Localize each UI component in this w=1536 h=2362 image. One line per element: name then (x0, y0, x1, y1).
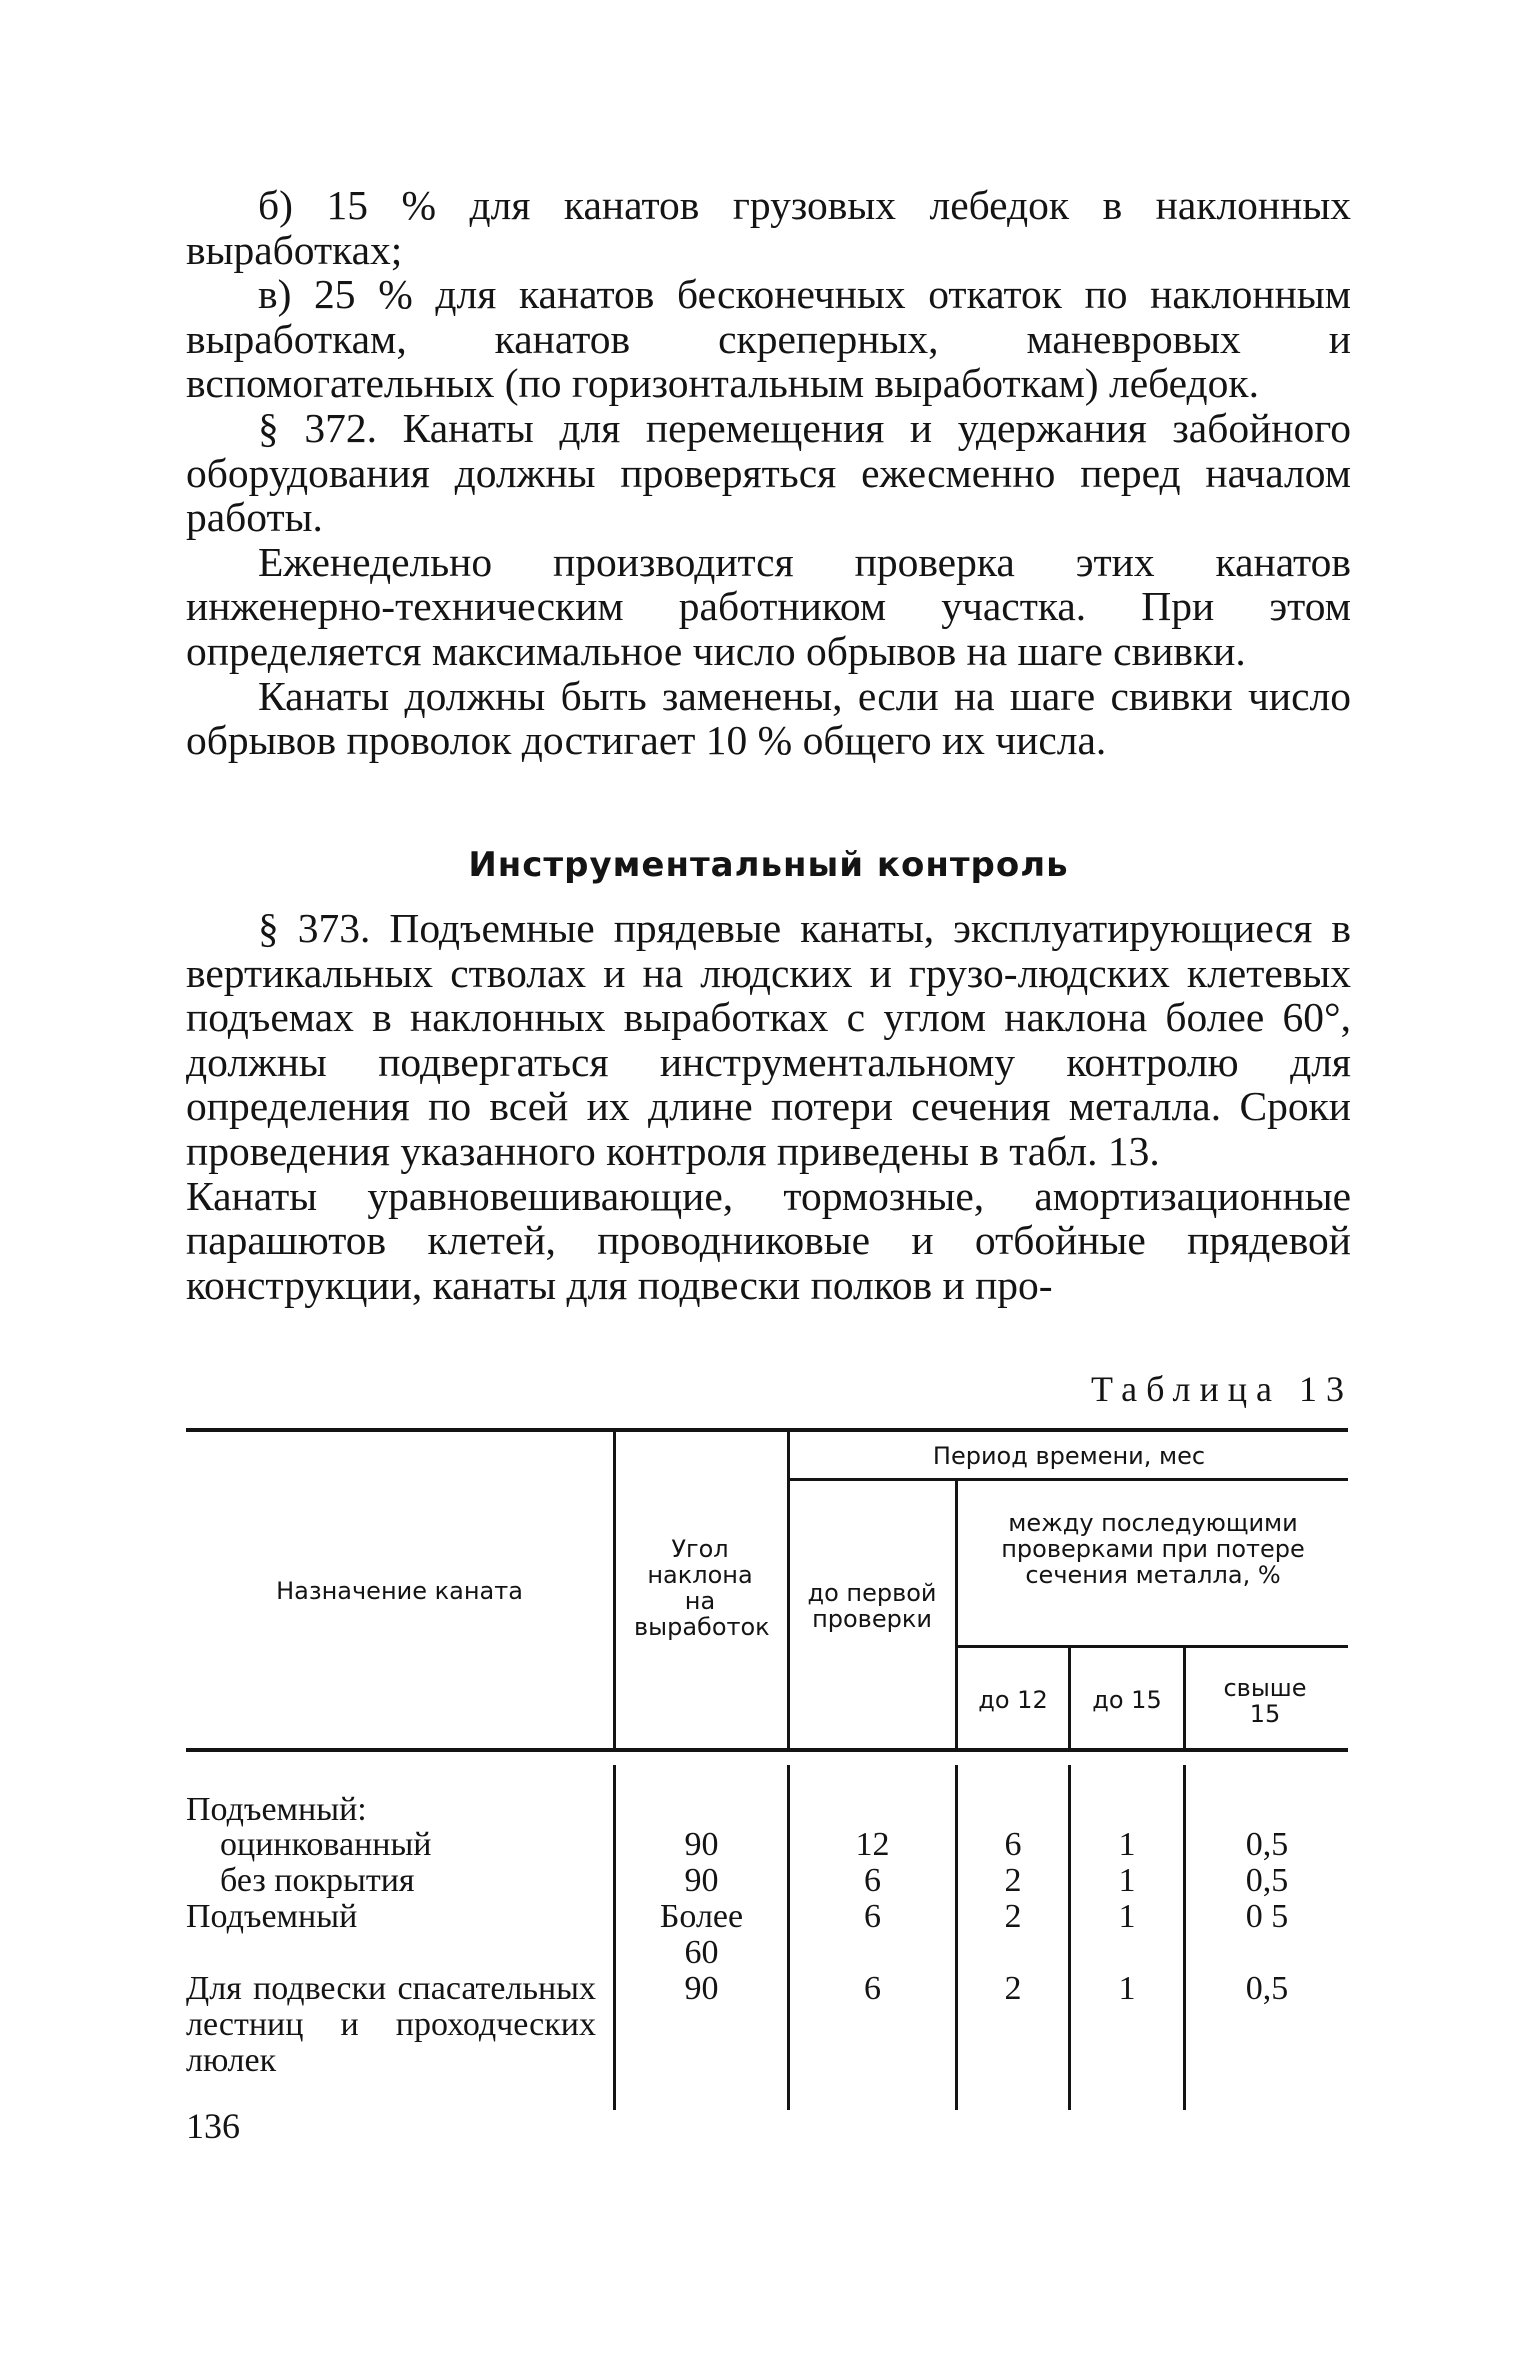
header-between-checks: между последующими проверками при потере сечения металла, % (1001, 1509, 1305, 1589)
table-cell-first: 6 (864, 1898, 881, 1935)
table-cell-angle: 60 (684, 1934, 719, 1971)
table-cell-12: 6 (1004, 1826, 1022, 1863)
table-cell-first: 6 (864, 1862, 881, 1899)
table-cell-15: 1 (1118, 1970, 1136, 2007)
table-cell-angle: Более (659, 1898, 744, 1935)
period-header-rule (790, 1478, 1348, 1481)
table-row-purpose: Подъемный: (186, 1791, 367, 1828)
table-cell-over: 0,5 (1245, 1862, 1289, 1899)
table-cell-12: 2 (1004, 1898, 1022, 1935)
table-top-rule (186, 1428, 1348, 1432)
table-cell-15: 1 (1118, 1898, 1136, 1935)
paragraph: Еженедельно производится проверка этих канатов инженерно-техническим работником участка. При этом определяется максимальное число обрывов на шаге свивки. (186, 538, 1351, 674)
table-row-purpose: Подъемный (186, 1898, 358, 1935)
col-divider (1068, 1765, 1071, 2110)
table-cell-over: 0,5 (1245, 1826, 1289, 1863)
table-cell-angle: 90 (684, 1862, 719, 1899)
header-first-check: до первой проверки (807, 1579, 937, 1633)
col-divider (613, 1432, 616, 1748)
header-up-to-15: до 15 (1092, 1686, 1162, 1714)
col-divider (787, 1765, 790, 2110)
page-number: 136 (186, 2106, 240, 2146)
table-cell-first: 12 (855, 1826, 890, 1863)
table-row-purpose: без покрытия (220, 1862, 415, 1899)
table-cell-15: 1 (1118, 1826, 1136, 1863)
col-divider (955, 1765, 958, 2110)
header-up-to-12: до 12 (978, 1686, 1048, 1714)
header-bottom-rule (186, 1748, 1348, 1752)
table-cell-12: 2 (1004, 1862, 1022, 1899)
table-cell-over: 0,5 (1245, 1970, 1289, 2007)
col-divider (1183, 1647, 1186, 1748)
subheader-rule (958, 1645, 1348, 1648)
header-angle: Угол наклона на выработок (634, 1535, 770, 1641)
table-cell-first: 6 (864, 1970, 881, 2007)
section-heading: Инструментальный контроль (468, 845, 1069, 885)
body-text-bottom (186, 906, 1351, 1307)
paragraph: § 373. Подъемные прядевые канаты, эксплуатирующиеся в вертикальных стволах и на людских и грузо-людских клетевых подъемах в наклонных выработках с углом наклона более 60°, должны подвергаться инструментальному контролю для определения по всей их длине потери сечения металла. Сроки проведения указанного контроля приведены в табл. 13. (186, 905, 1351, 1174)
table-cell-angle: 90 (684, 1970, 719, 2007)
header-over-15: свыше 15 (1223, 1674, 1307, 1728)
table-cell-over: 0 5 (1245, 1898, 1289, 1935)
table-caption: Таблица 13 (1091, 1369, 1353, 1409)
table-cell-12: 2 (1004, 1970, 1022, 2007)
table-cell-angle: 90 (684, 1826, 719, 1863)
table-cell-15: 1 (1118, 1862, 1136, 1899)
table-row-purpose: Для подвески спасательных лестниц и проходческих люлек (186, 1970, 596, 2079)
paragraph: в) 25 % для канатов бесконечных откаток по наклонным выработкам, канатов скреперных, маневровых и вспомогательных (по горизонтальным выработкам) лебедок. (186, 271, 1351, 407)
table-row-purpose: оцинкованный (220, 1826, 432, 1863)
paragraph: б) 15 % для канатов грузовых лебедок в наклонных выработках; (186, 182, 1351, 273)
header-purpose: Назначение каната (276, 1577, 523, 1605)
header-period: Период времени, мес (932, 1442, 1206, 1470)
paragraph: § 372. Канаты для перемещения и удержания забойного оборудования должны проверяться ежесменно перед началом работы. (186, 404, 1351, 541)
paragraph: Канаты уравновешивающие, тормозные, амортизационные парашютов клетей, проводниковые и отбойные прядевой конструкции, канаты для подвески полков и про- (186, 1172, 1351, 1308)
body-text-top (186, 183, 1351, 763)
paragraph: Канаты должны быть заменены, если на шаге свивки число обрывов проволок достигает 10 % общего их числа. (186, 672, 1351, 764)
col-divider (1183, 1765, 1186, 2110)
